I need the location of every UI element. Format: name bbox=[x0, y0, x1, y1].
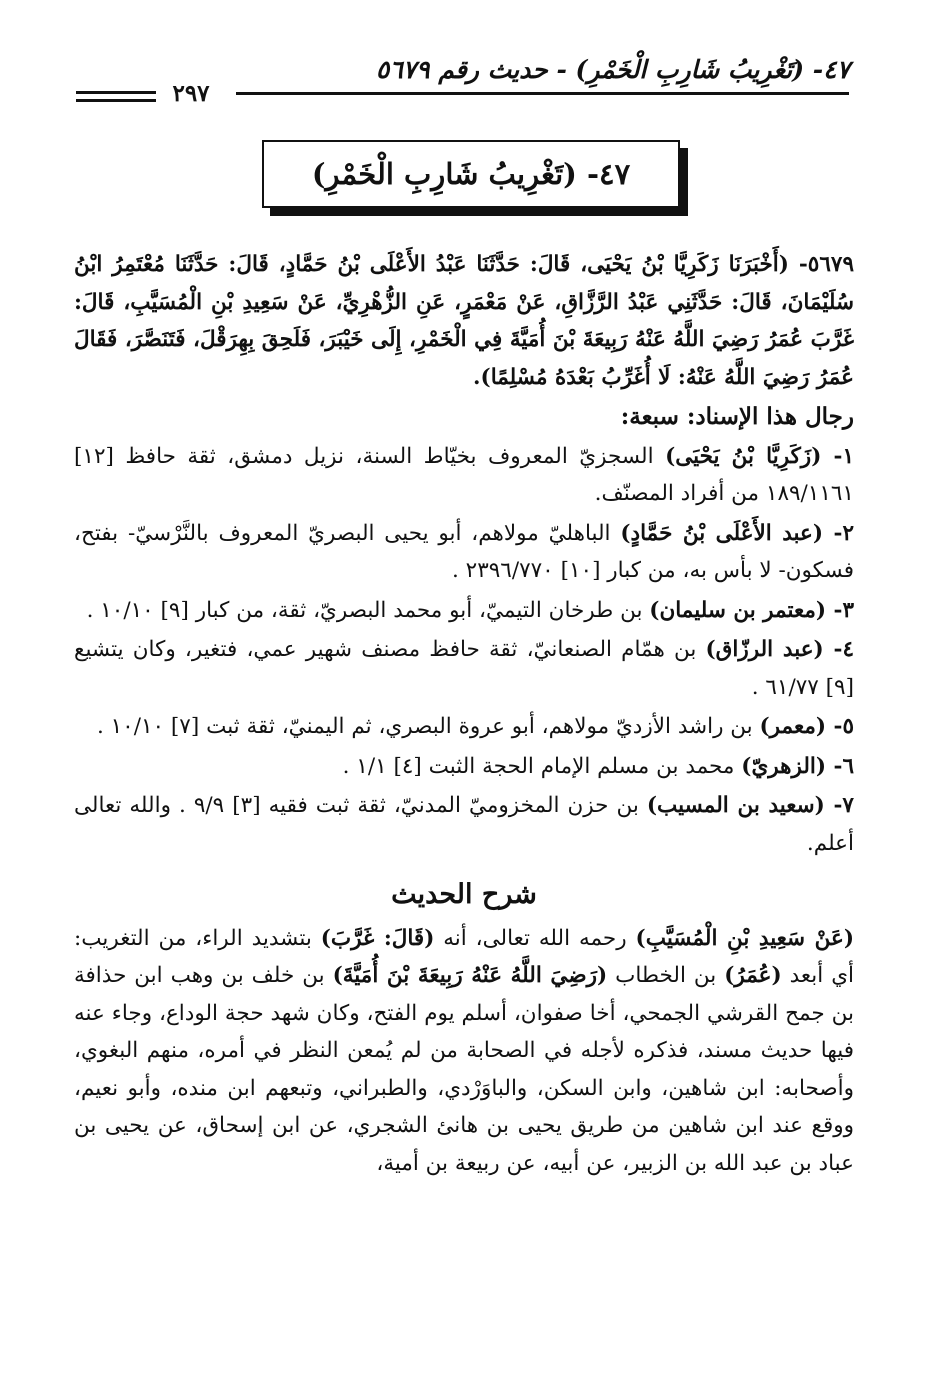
commentary-quote: (عُمَرُ) bbox=[724, 963, 782, 988]
commentary-text: رحمه الله تعالى، أنه bbox=[434, 925, 636, 951]
hadith-text: ٥٦٧٩- (أَخْبَرَنَا زَكَرِيَّا بْنُ يَحْيَى، قَالَ: حَدَّثَنَا عَبْدُ الأَعْلَى بْنُ حَمَّادٍ، قَالَ: حَدَّثَنَا مُعْتَمِرُ ابْنُ سُلَيْمَانَ، قَالَ: حَدَّثَنِي عَبْدُ الرَّزَّاقِ، عَنْ مَعْمَرٍ، عَنِ الزُّهْرِيِّ، عَنْ سَعِيدِ بْنِ الْمُسَيَّبِ، قَالَ: غَرَّبَ عُمَرُ رَضِيَ اللَّهُ عَنْهُ رَبِيعَةَ بْنَ أُمَيَّةَ فِي الْخَمْرِ، إِلَى خَيْبَرَ، فَلَحِقَ بِهِرَقْلَ، فَتَنَصَّرَ، فَقَالَ عُمَرُ رَضِيَ اللَّهُ عَنْهُ: لَا أُغَرِّبُ بَعْدَهُ مُسْلِمًا). bbox=[74, 252, 854, 390]
main-text bbox=[74, 246, 854, 1182]
narrator-name: ١- (زَكَرِيَّا بْنُ يَحْيَى) bbox=[665, 443, 854, 469]
commentary-quote: (عَنْ سَعِيدِ بْنِ الْمُسَيَّبِ) bbox=[635, 925, 854, 951]
narrator-item bbox=[74, 748, 854, 786]
narrator-name: ٦- (الزهريّ) bbox=[741, 753, 854, 779]
narrator-name: ٥- (معمر) bbox=[759, 714, 854, 739]
chapter-title-box bbox=[262, 140, 680, 208]
commentary-text: بن الخطاب bbox=[607, 963, 725, 988]
header-rule-left-top bbox=[76, 91, 156, 94]
commentary-text: بتشديد الراء، من التغريب: أي أبعد bbox=[74, 925, 854, 988]
narrators-heading: رجال هذا الإسناد: سبعة: bbox=[620, 403, 854, 430]
narrator-description: بن راشد الأزديّ مولاهم، أبو عروة البصري، ثم اليمنيّ، ثقة ثبت [٧] ١٠/١٠ . bbox=[96, 714, 760, 739]
commentary-paragraph bbox=[74, 920, 854, 1183]
narrator-name: ٤- (عبد الرزّاق) bbox=[705, 637, 855, 662]
commentary-title: شرح الحديث bbox=[391, 879, 537, 910]
narrator-name: ٣- (معتمر بن سليمان) bbox=[649, 597, 854, 623]
narrator-name: ٢- (عبد الأَعْلَى بْنُ حَمَّادٍ) bbox=[620, 520, 854, 546]
running-header-title: ٤٧- (تَغْرِيبُ شَارِبِ الْخَمْرِ) - حديث رقم ٥٦٧٩ bbox=[375, 55, 850, 84]
narrator-description: السجزيّ المعروف بخيّاط السنة، نزيل دمشق، ثقة حافظ [١٢] ١٨٩/١١٦١ من أفراد المصنّف. bbox=[74, 443, 854, 506]
commentary-quote: (رَضِيَ اللَّهُ عَنْهُ رَبِيعَةَ بْنَ أُمَيَّةَ) bbox=[332, 963, 608, 988]
narrator-item bbox=[74, 592, 854, 630]
commentary-text: بن خلف بن وهب ابن حذافة بن جمح القرشي الجمحي، أخا صفوان، أسلم يوم الفتح، وكان شهد حجة الوداع، وجاء عنه فيها حديث مسند، فذكره لأجله في الصحابة من لم يُمعن النظر في أمره، منهم البغوي، وأصحابه: ابن شاهين، وابن السكن، والباوَرْدي، والطبراني، وتبعهم ابن منده، وأبو نعيم، ووقع عند ابن شاهين من طريق يحيى بن هانئ الشجري، عن ابن إسحاق، عن يحيى بن عباد بن عبد الله بن الزبير، عن أبيه، عن ربيعة بن أمية، bbox=[74, 963, 854, 1176]
narrator-description: بن طرخان التيميّ، أبو محمد البصريّ، ثقة، من كبار [٩] ١٠/١٠ . bbox=[86, 597, 650, 623]
page-number: ٢٩٧ bbox=[172, 80, 210, 107]
narrator-item bbox=[74, 631, 854, 706]
narrator-name: ٧- (سعيد بن المسيب) bbox=[646, 793, 854, 818]
commentary-quote: (قَالَ: غَرَّبَ) bbox=[320, 925, 435, 951]
narrator-item bbox=[74, 708, 854, 746]
narrator-item bbox=[74, 515, 854, 590]
narrator-description: بن حزن المخزوميّ المدنيّ، ثقة ثبت فقيه [٣] ٩/٩ . والله تعالى أعلم. bbox=[74, 793, 854, 856]
narrator-item bbox=[74, 787, 854, 862]
narrator-item bbox=[74, 438, 854, 513]
chapter-title: ٤٧- (تَغْرِيبُ شَارِبِ الْخَمْرِ) bbox=[311, 157, 631, 191]
narrator-description: الباهليّ مولاهم، أبو يحيى البصريّ المعروف بالنَّرْسيّ- بفتح، فسكون- لا بأس به، من كبار [١٠] ٢٣٩٦/٧٧٠ . bbox=[74, 520, 854, 583]
header-rule-right bbox=[236, 92, 849, 95]
narrator-description: بن همّام الصنعانيّ، ثقة حافظ مصنف شهير عمي، فتغير، وكان يتشيع [٩] ٦١/٧٧ . bbox=[74, 637, 854, 700]
header-rule-left-bottom bbox=[76, 99, 156, 102]
narrator-description: محمد بن مسلم الإمام الحجة الثبت [٤] ١/١ . bbox=[342, 753, 742, 779]
